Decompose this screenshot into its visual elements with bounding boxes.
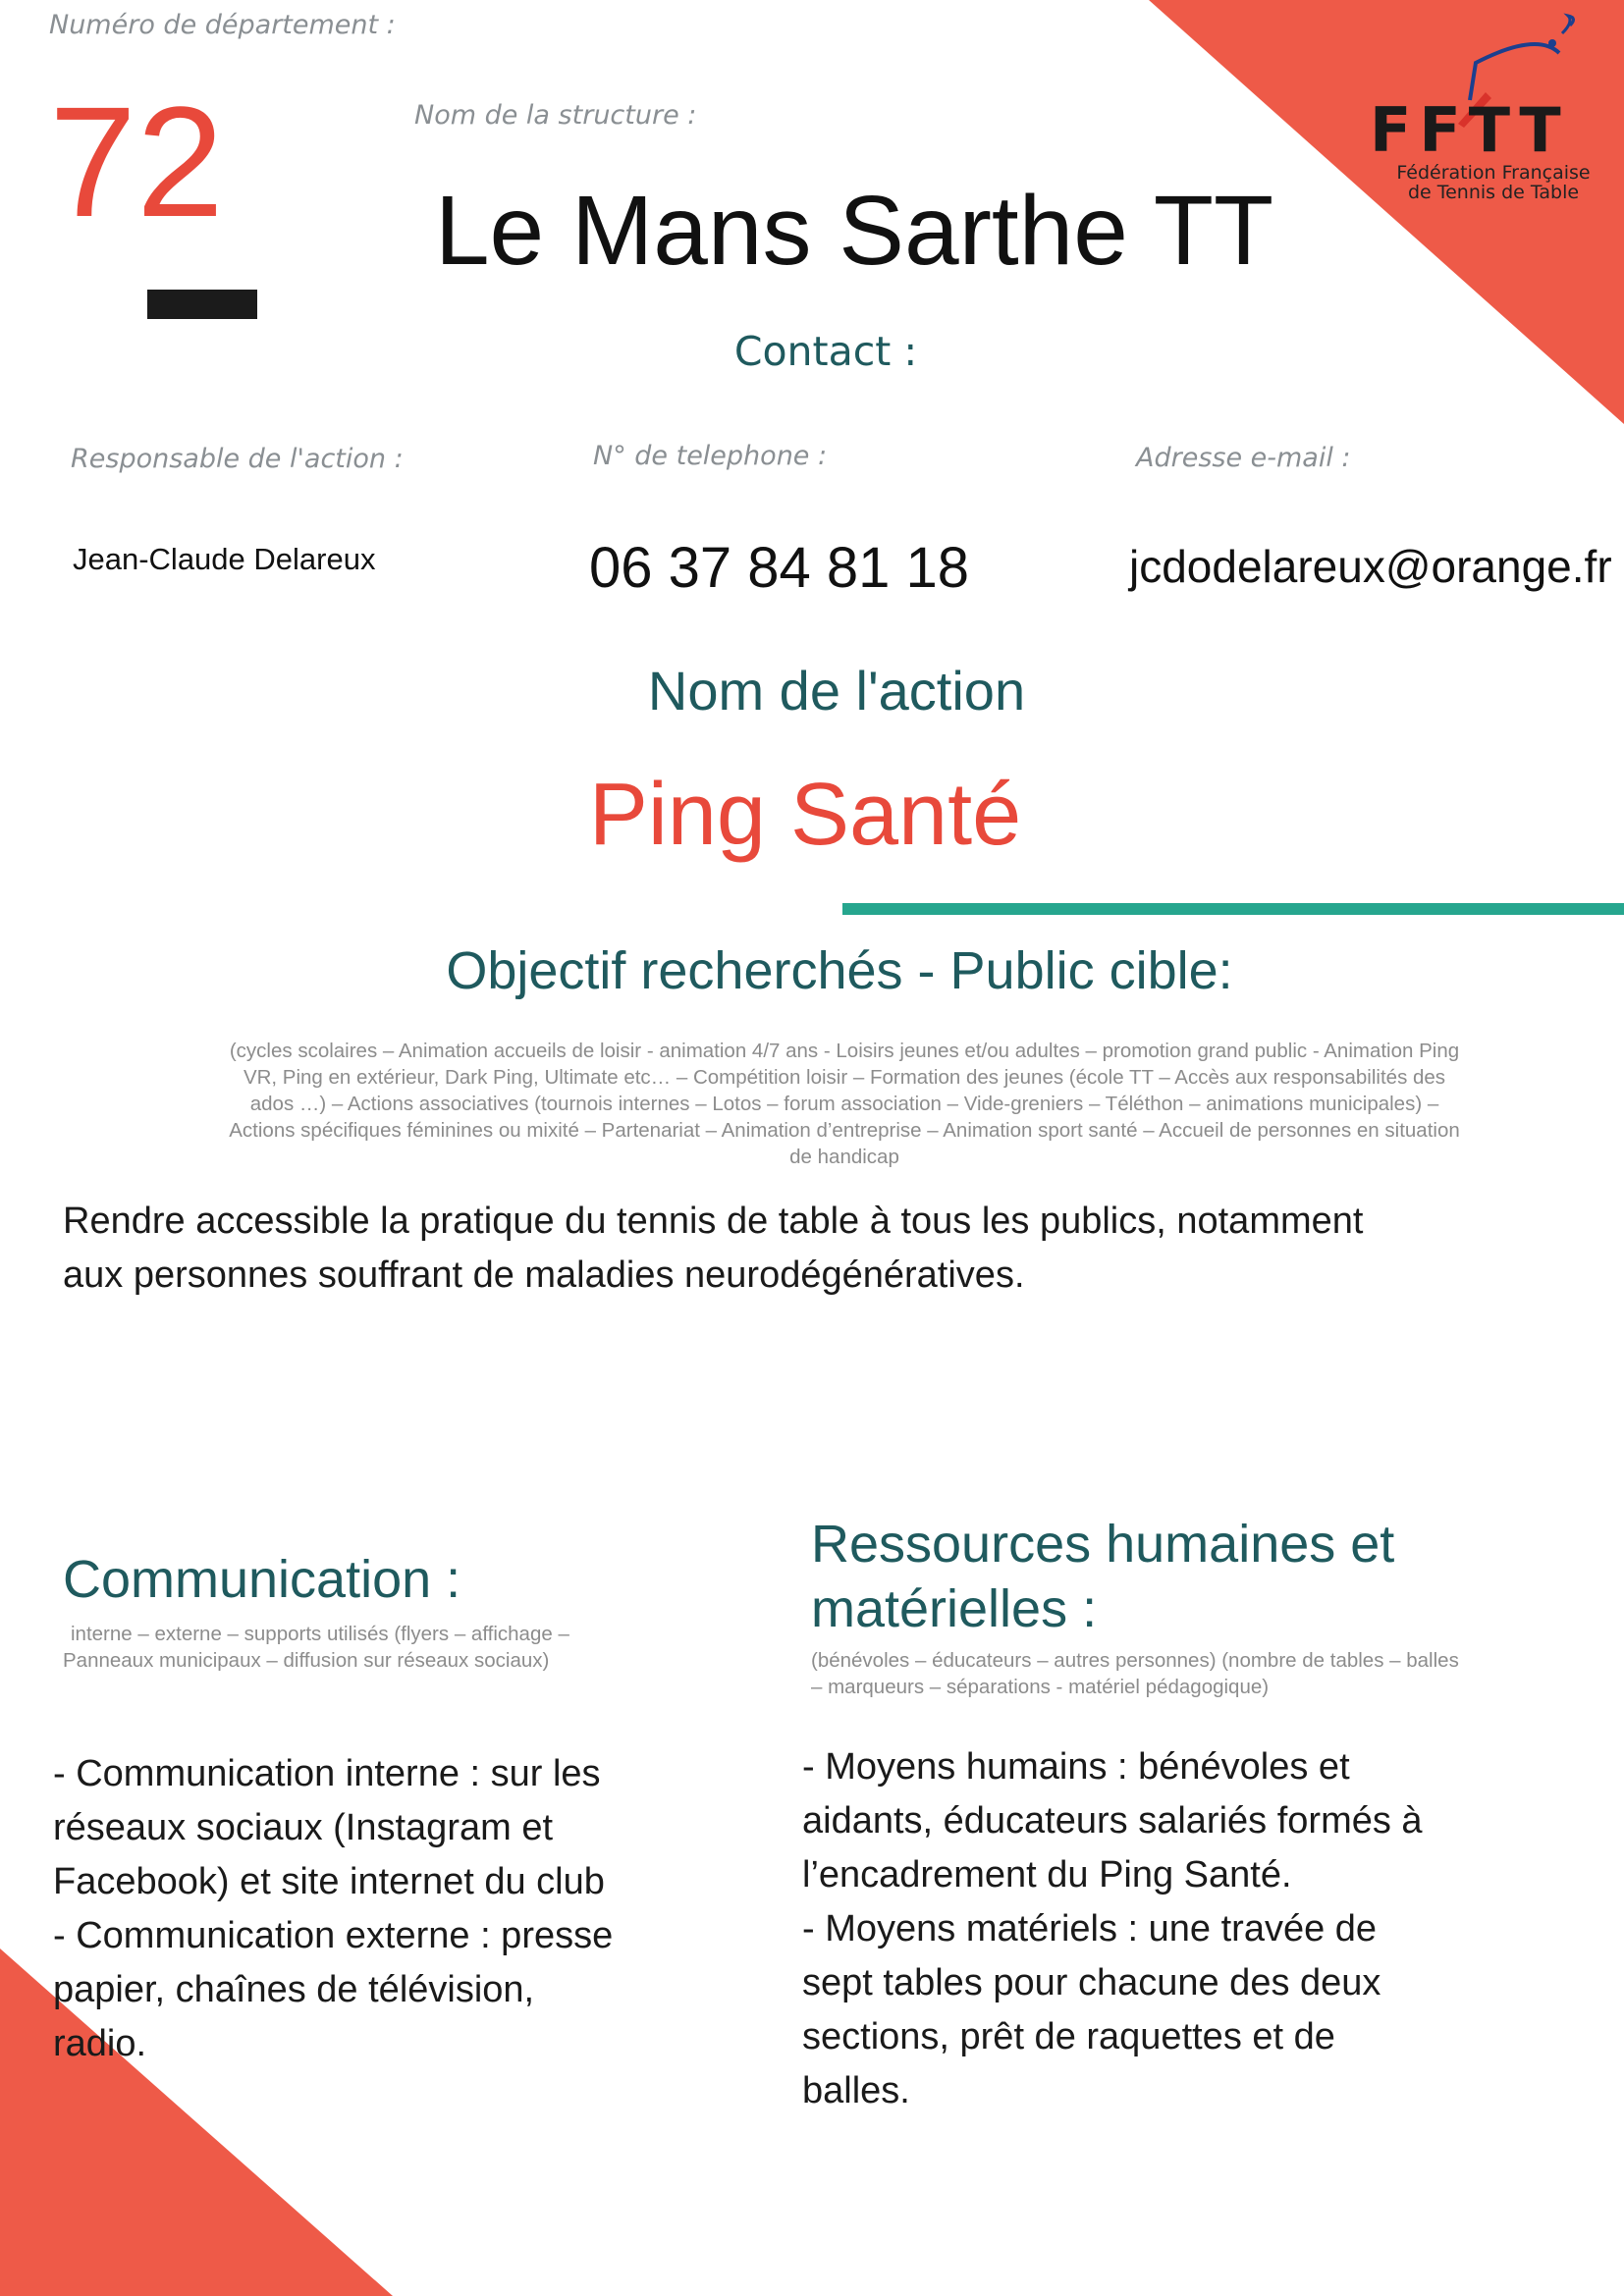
objectif-note-line: Actions spécifiques féminines ou mixité – Partenariat – Animation d’entreprise – Animation sport santé – Accueil de personnes en situation (229, 1119, 1460, 1142)
action-name: Ping Santé (588, 766, 1022, 864)
objectif-note-line: (cycles scolaires – Animation accueils de loisir - animation 4/7 ans - Loisirs jeunes et/ou adultes – promotion grand public - Animation Ping (229, 1040, 1460, 1062)
phone-label: N° de telephone : (593, 441, 828, 471)
ressources-text (802, 1740, 1423, 2118)
communication-text-line: - Communication externe : presse (53, 1915, 614, 1956)
communication-note (63, 1621, 569, 1674)
ressources-text-line: aidants, éducateurs salariés formés à (802, 1800, 1423, 1842)
contact-heading: Contact : (733, 328, 918, 375)
structure-label: Nom de la structure : (414, 100, 697, 131)
phone-number: 06 37 84 81 18 (589, 536, 970, 600)
structure-name: Le Mans Sarthe TT (434, 176, 1274, 286)
fftt-logo-text: FFTT (1370, 94, 1569, 166)
ressources-note-line: (bénévoles – éducateurs – autres personnes) (nombre de tables – balles (811, 1649, 1459, 1672)
objectif-note-line: de handicap (789, 1146, 899, 1168)
objectif-text-line: Rendre accessible la pratique du tennis de table à tous les publics, notamment (63, 1201, 1364, 1242)
communication-text-line: Facebook) et site internet du club (53, 1861, 605, 1902)
department-underline (147, 290, 257, 319)
communication-text-line: papier, chaînes de télévision, (53, 1969, 535, 2010)
action-heading: Nom de l'action (647, 660, 1026, 721)
ressources-text-line: sections, prêt de raquettes et de (802, 2016, 1335, 2057)
ressources-text-line: sept tables pour chacune des deux (802, 1962, 1381, 2003)
communication-text-line: - Communication interne : sur les (53, 1753, 601, 1794)
objectif-note (167, 1038, 1522, 1170)
ressources-text-line: l’encadrement du Ping Santé. (802, 1854, 1292, 1896)
responsable-label: Responsable de l'action : (71, 444, 404, 474)
ressources-text-line: balles. (802, 2070, 910, 2111)
communication-text (53, 1747, 613, 2071)
communication-note-line: interne – externe – supports utilisés (flyers – affichage – (71, 1623, 569, 1645)
communication-text-line: réseaux sociaux (Instagram et (53, 1807, 554, 1848)
objectif-heading: Objectif recherchés - Public cible: (446, 941, 1233, 1000)
communication-note-line: Panneaux municipaux – diffusion sur réseaux sociaux) (63, 1649, 550, 1672)
teal-divider (842, 903, 1624, 915)
fftt-logo-line1: Fédération Française (1396, 162, 1591, 184)
ressources-note (811, 1647, 1459, 1700)
department-number: 72 (49, 74, 224, 249)
fftt-logo-line2: de Tennis de Table (1407, 182, 1580, 203)
ressources-text-line: - Moyens humains : bénévoles et (802, 1746, 1350, 1788)
email-address: jcdodelareux@orange.fr (1129, 541, 1612, 592)
communication-text-line: radio. (53, 2023, 147, 2064)
objectif-text (63, 1195, 1363, 1303)
responsable-name: Jean-Claude Delareux (73, 542, 376, 576)
ressources-heading-line: Ressources humaines et (811, 1515, 1395, 1574)
ressources-note-line: – marqueurs – séparations - matériel pédagogique) (811, 1676, 1270, 1698)
objectif-note-line: VR, Ping en extérieur, Dark Ping, Ultimate etc… – Compétition loisir – Formation des jeunes (école TT – Accès aux responsabilités des (243, 1066, 1446, 1089)
objectif-note-line: ados …) – Actions associatives (tournois internes – Lotos – forum association – Vide-greniers – Téléthon – animations municipales) – (249, 1093, 1439, 1115)
ressources-heading (811, 1512, 1394, 1641)
ressources-text-line: - Moyens matériels : une travée de (802, 1908, 1378, 1949)
communication-heading: Communication : (63, 1550, 461, 1609)
ressources-heading-line: matérielles : (811, 1579, 1098, 1638)
email-label: Adresse e-mail : (1136, 443, 1351, 473)
department-label: Numéro de département : (49, 10, 396, 40)
objectif-text-line: aux personnes souffrant de maladies neurodégénératives. (63, 1255, 1025, 1296)
